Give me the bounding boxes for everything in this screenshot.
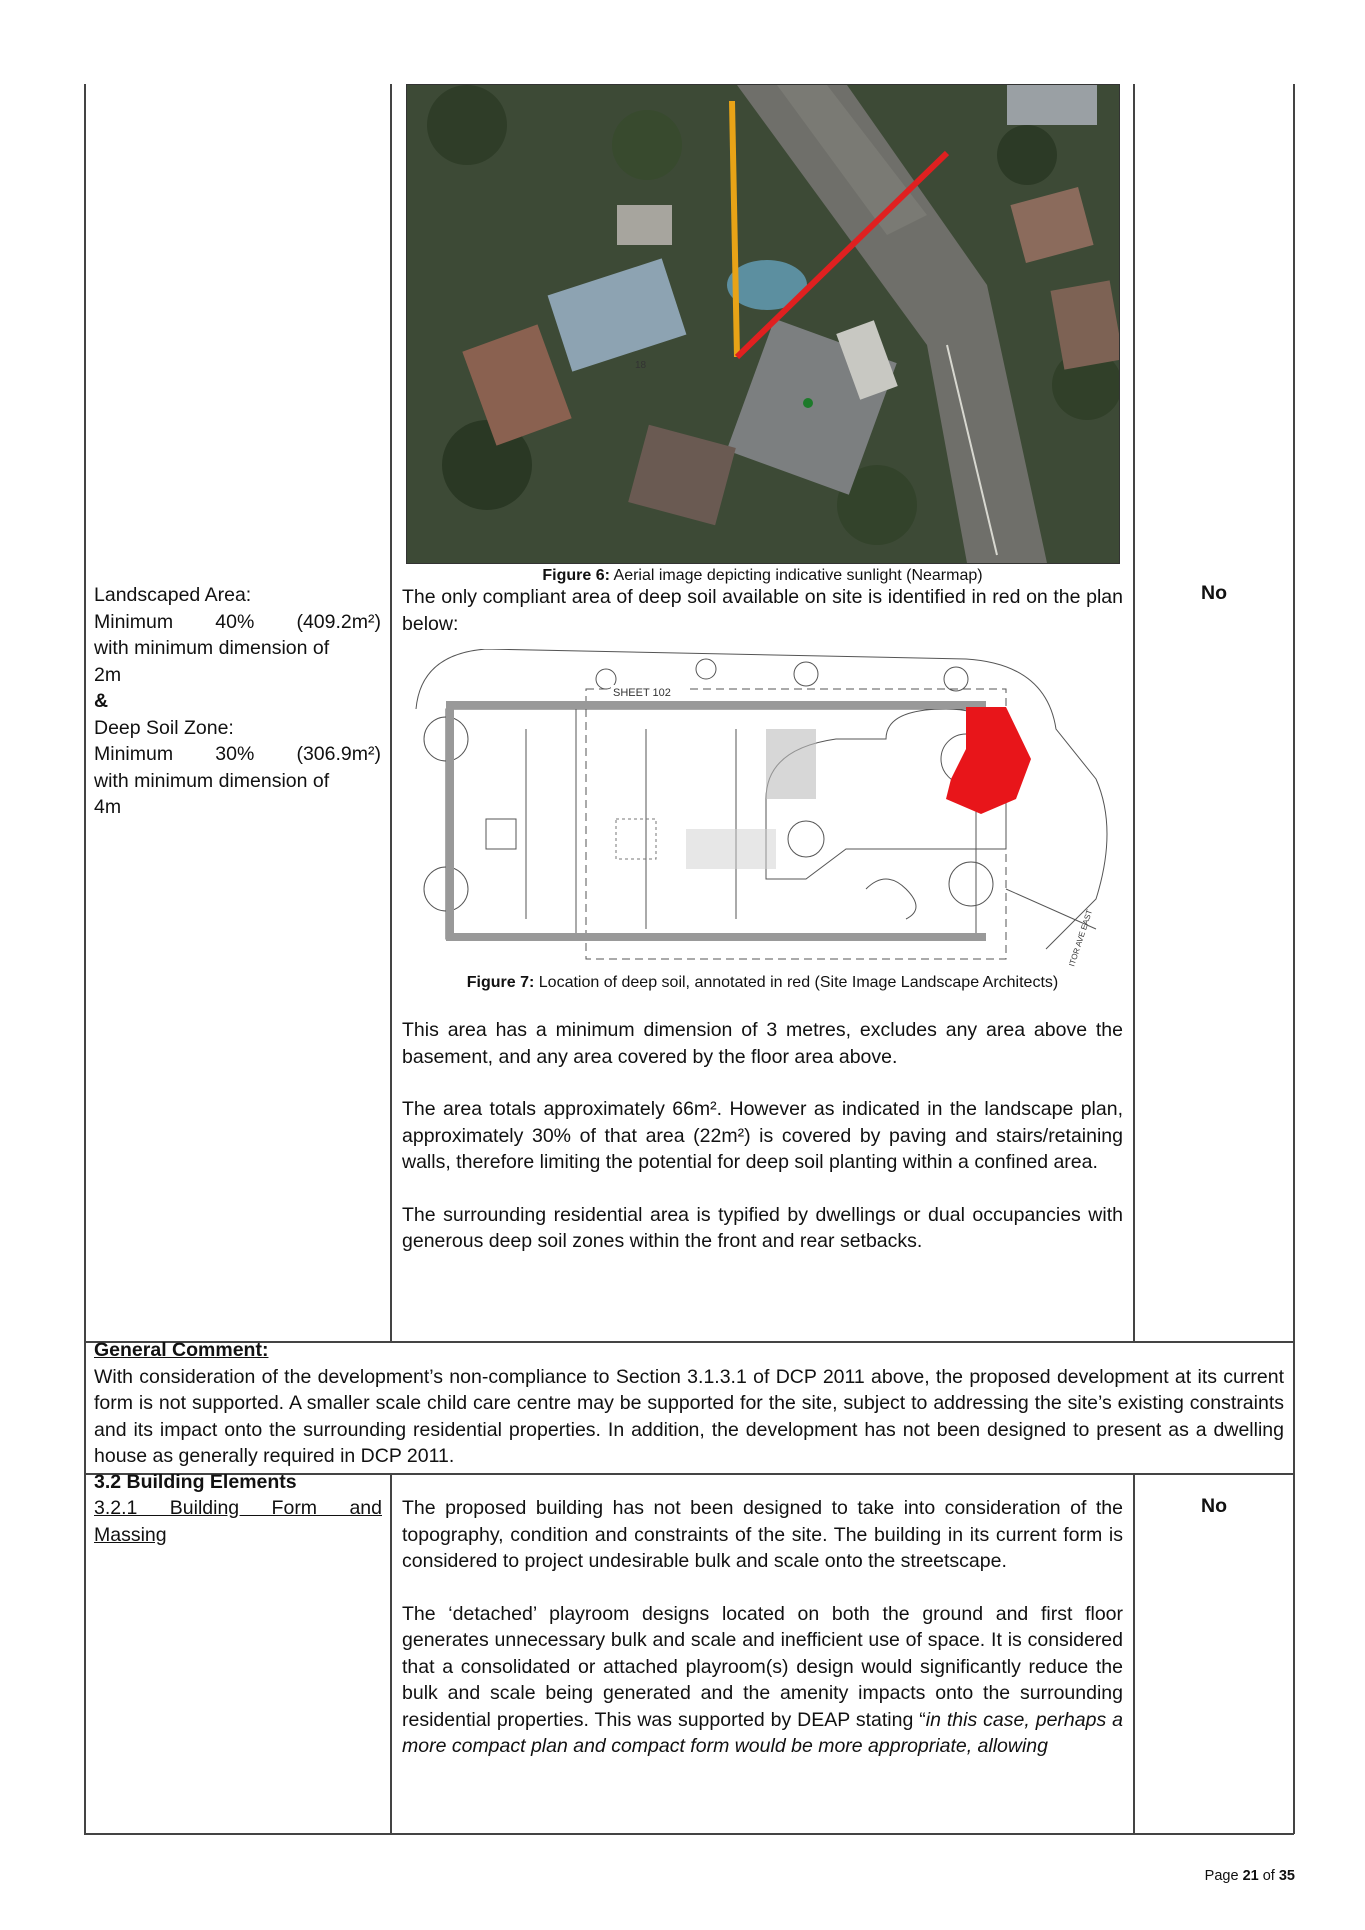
- aerial-image: [406, 84, 1120, 564]
- req-line-3: with minimum dimension of: [94, 637, 330, 659]
- req-line-4: 2m: [94, 663, 122, 686]
- table-border-left: [84, 84, 86, 1834]
- table-border-bottom: [84, 1833, 1294, 1835]
- figure6-caption: [402, 566, 1123, 586]
- section-heading: 3.2 Building Elements: [94, 1471, 297, 1493]
- lot-number: 18: [635, 360, 647, 371]
- figure7-text: Location of deep soil, annotated in red (Site Image Landscape Architects): [538, 974, 1059, 991]
- req-line-1: Landscaped Area:: [94, 584, 252, 606]
- general-comment-heading: General Comment:: [94, 1339, 269, 1361]
- table-border-right: [1293, 84, 1295, 1834]
- figure7-label: Figure 7:: [466, 974, 535, 991]
- req-line-7: Minimum 30% (306.9m²): [94, 743, 381, 765]
- req-line-2: Minimum 40% (409.2m²): [94, 610, 381, 633]
- assessment-cell: [391, 84, 1134, 1255]
- compliance-cell-building-form: No: [1201, 1495, 1227, 1517]
- req-line-6: Deep Soil Zone:: [94, 716, 234, 739]
- landscape-plan-svg: [406, 649, 1118, 969]
- sheet-label: SHEET 102: [613, 687, 671, 699]
- street-label: ITOR AVE EAST: [1067, 908, 1095, 968]
- assessment-paragraph-3: The surrounding residential area is typified by dwellings or dual occupancies with generous deep soil zones within the front and rear setbacks.: [402, 1203, 1123, 1252]
- requirement-cell: [84, 582, 391, 821]
- deep-soil-area: [946, 707, 1031, 814]
- req-line-9: 4m: [94, 796, 122, 818]
- general-comment: [94, 1337, 1284, 1470]
- aerial-image-svg: [407, 85, 1119, 563]
- deep-soil-intro: The only compliant area of deep soil available on site is identified in red on the plan below:: [402, 586, 1123, 635]
- location-pin-icon: [803, 398, 813, 408]
- building-form-assessment: [391, 1495, 1134, 1760]
- figure6-label: Figure 6:: [542, 567, 610, 584]
- subsection-title-line2: Massing: [94, 1523, 167, 1546]
- req-line-5: &: [94, 690, 109, 712]
- assessment-paragraph-2: The area totals approximately 66m². However as indicated in the landscape plan, approximately 30% of that area (22m²) is covered by paving and stairs/retaining walls, therefore limiting the potential for deep soil planting within a confined area.: [402, 1098, 1123, 1173]
- deap-quote: in this case, perhaps a more compact plan and compact form would be more appropriate, allowing: [402, 1708, 1123, 1757]
- figure6-text: Aerial image depicting indicative sunlight (Nearmap): [613, 567, 983, 584]
- assessment-paragraph-1: This area has a minimum dimension of 3 metres, excludes any area above the basement, and any area covered by the floor area above.: [402, 1019, 1123, 1068]
- subsection-title: [94, 1495, 382, 1548]
- landscape-plan: [406, 649, 1118, 969]
- building-form-paragraph-1: The proposed building has not been designed to take into consideration of the topography, condition and constraints of the site. The building in its current form is considered to project undesirable bulk and scale onto the streetscape.: [402, 1497, 1123, 1572]
- figure7-caption: [402, 973, 1123, 993]
- req-line-8: with minimum dimension of: [94, 769, 330, 792]
- general-comment-body: With consideration of the development’s non-compliance to Section 3.1.3.1 of DCP 2011 above, the proposed development at its current form is not supported. A smaller scale child care centre may be supported for the site, subject to addressing the site’s existing constraints and its impact onto the surrounding residential properties. In addition, the development has not been designed to present as a dwelling house as generally required in DCP 2011.: [94, 1365, 1284, 1467]
- compliance-cell-landscape: No: [1201, 582, 1227, 604]
- page-number: Page 21 of 35: [1204, 1868, 1295, 1884]
- subsection-title-line1: 3.2.1 Building Form and: [94, 1497, 382, 1519]
- building-form-paragraph-2: The ‘detached’ playroom designs located on both the ground and first floor generates unnecessary bulk and scale and inefficient use of space. It is considered that a consolidated or attached playroom(s) design would significantly reduce the bulk and scale being generated and the amenity impacts onto the surrounding residential properties. This was supported by DEAP stating “in this case, perhaps a more compact plan and compact form would be more appropriate, allowing: [402, 1602, 1123, 1757]
